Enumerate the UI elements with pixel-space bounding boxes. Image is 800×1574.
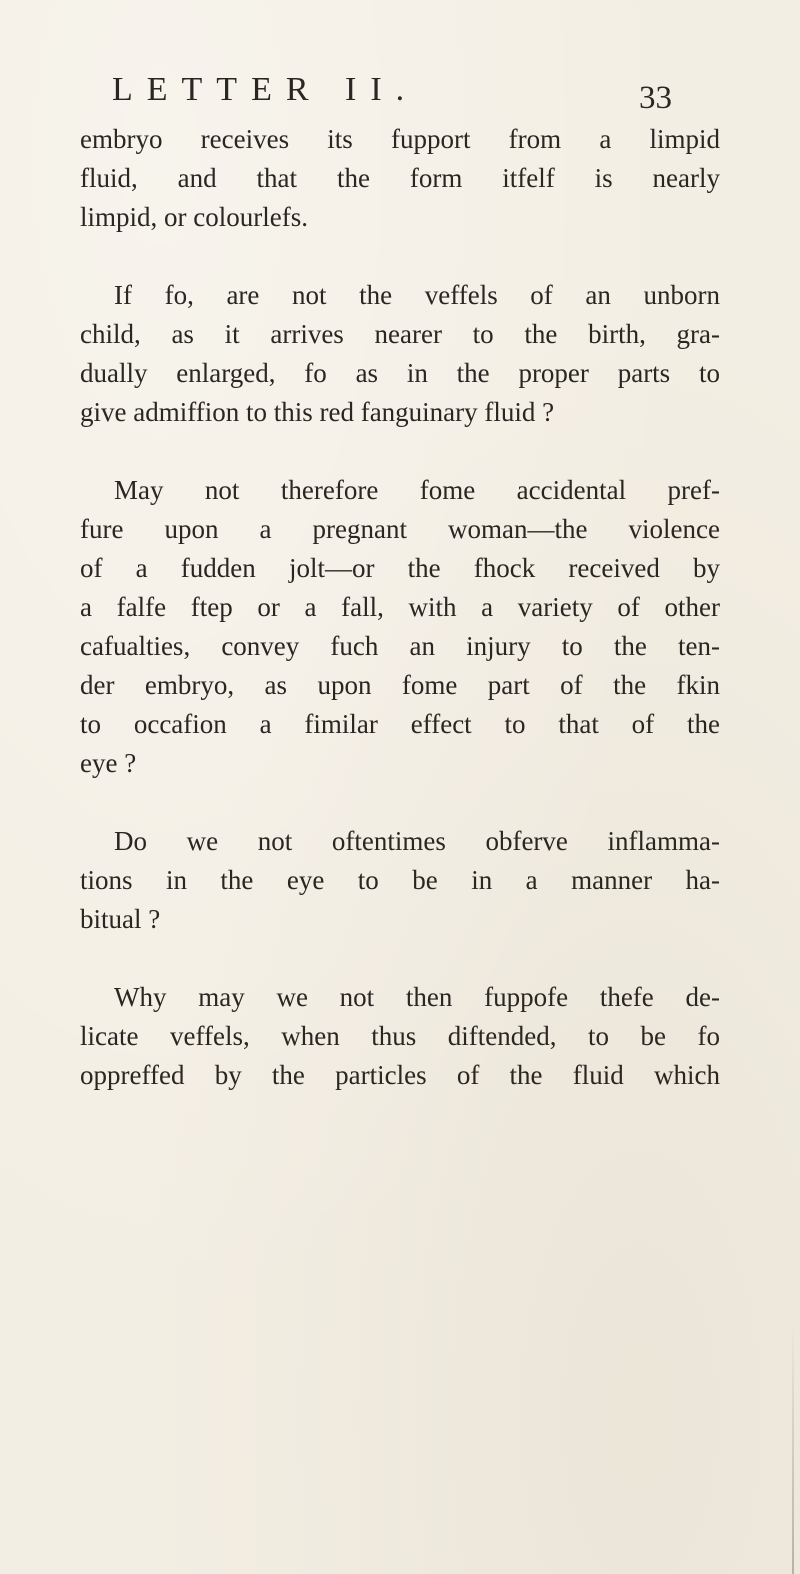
paragraph <box>80 120 720 237</box>
text-line: eye ? <box>80 748 137 778</box>
body-text <box>80 120 720 1134</box>
text-line: der embryo, as upon fome part of the fkin <box>80 670 720 700</box>
text-line: embryo receives its fupport from a limpid <box>80 124 720 154</box>
text-line: fure upon a pregnant woman—the violence <box>80 514 720 544</box>
paragraph <box>80 978 720 1095</box>
text-line: If fo, are not the veffels of an unborn <box>114 280 720 310</box>
text-line: child, as it arrives nearer to the birth, gra- <box>80 319 720 349</box>
text-line: of a fudden jolt—or the fhock received by <box>80 553 720 583</box>
text-line: tions in the eye to be in a manner ha- <box>80 865 720 895</box>
text-line: dually enlarged, fo as in the proper parts to <box>80 358 720 388</box>
text-line: Do we not oftentimes obferve inflamma- <box>114 826 720 856</box>
text-line: fluid, and that the form itfelf is nearly <box>80 163 720 193</box>
paragraph <box>80 822 720 939</box>
text-line: oppreffed by the particles of the fluid which <box>80 1060 720 1090</box>
text-line: give admiffion to this red fanguinary fluid ? <box>80 397 555 427</box>
page-edge-shadow <box>792 1320 794 1574</box>
paragraph <box>80 276 720 432</box>
paragraph <box>80 471 720 783</box>
page-header <box>112 70 672 116</box>
text-line: a falfe ftep or a fall, with a variety of other <box>80 592 720 622</box>
text-line: licate veffels, when thus diftended, to be fo <box>80 1021 720 1051</box>
text-line: limpid, or colourlefs. <box>80 202 308 232</box>
text-line: May not therefore fome accidental pref- <box>114 475 720 505</box>
running-title: LETTER II. <box>112 71 419 108</box>
text-line: cafualties, convey fuch an injury to the ten- <box>80 631 720 661</box>
page-number: 33 <box>639 80 672 116</box>
text-line: Why may we not then fuppofe thefe de- <box>114 982 720 1012</box>
text-line: to occafion a fimilar effect to that of the <box>80 709 720 739</box>
text-line: bitual ? <box>80 904 161 934</box>
